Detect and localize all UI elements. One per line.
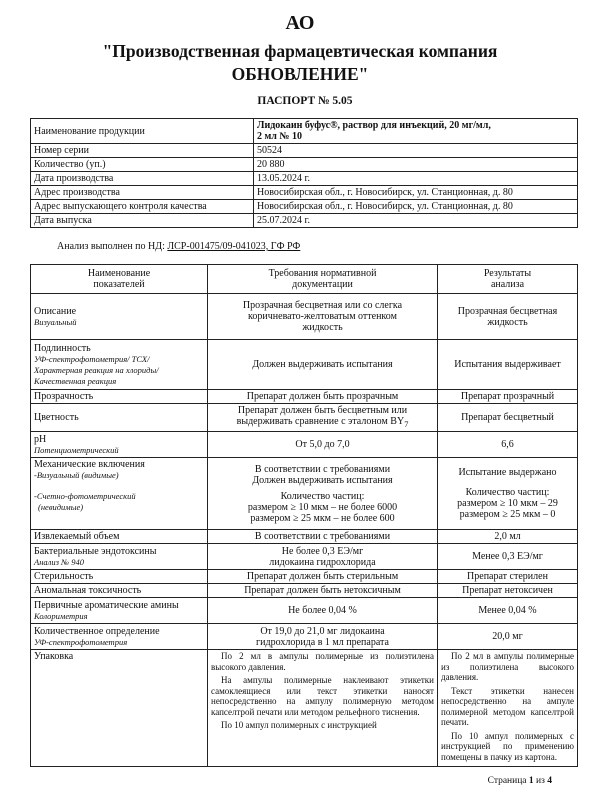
row-name (31, 544, 208, 570)
header-text: документации (292, 279, 353, 290)
res-line: размером ≥ 25 мкм – 0 (459, 509, 556, 520)
company-name-line2: ОБНОВЛЕНИЕ" (231, 64, 369, 84)
row-requirement (208, 404, 438, 432)
row-requirement (208, 624, 438, 650)
row-name (31, 432, 208, 458)
header-results (438, 265, 578, 294)
info-value: 50524 (254, 144, 578, 158)
info-label: Количество (уп.) (31, 158, 254, 172)
packing-text: По 2 мл в ампулы полимерные из полиэтилена высокого давления. (441, 651, 574, 682)
page-number (488, 776, 552, 786)
info-value: 25.07.2024 г. (254, 214, 578, 228)
req-line: размером ≥ 10 мкм – не более 6000 (247, 501, 398, 513)
row-name: Аномальная токсичность (31, 584, 208, 598)
info-label: Номер серии (31, 144, 254, 158)
row-requirement: Препарат должен быть стерильным (208, 570, 438, 584)
packing-text: На ампулы полимерные наклеивают этикетки самоклеящиеся или текст этикетки наносят непосредственно на ампулу полимерную методом капселтрой печати или методом рельефного тиснения. (211, 675, 434, 717)
company-name (0, 40, 600, 86)
row-name: Упаковка (31, 650, 208, 767)
row-requirement: В соответствии с требованиями (208, 530, 438, 544)
row-requirement (208, 650, 438, 767)
product-pack: 2 мл № 10 (257, 131, 302, 142)
info-row (31, 119, 578, 144)
info-row (31, 172, 578, 186)
indicator-method: Качественная реакция (34, 375, 117, 386)
table-row (31, 570, 578, 584)
info-row (31, 144, 578, 158)
row-requirement (208, 458, 438, 530)
req-line (211, 416, 434, 430)
passport-title: ПАСПОРТ № 5.05 (257, 95, 353, 107)
indicator-method: (невидимые) (38, 502, 84, 512)
req-line: гидрохлорида в 1 мл препарата (256, 636, 389, 648)
product-name: Лидокаин буфус®, раствор для инъекций, 20 мг/мл, (257, 120, 491, 131)
analysis-nd: ЛСР-001475/09-041023, ГФ РФ (167, 241, 301, 252)
req-line: Должен выдерживать испытания (252, 474, 393, 486)
row-name (31, 340, 208, 390)
row-name (31, 598, 208, 624)
row-result: Менее 0,3 ЕЭ/мг (438, 544, 578, 570)
table-row (31, 650, 578, 767)
req-line: размером ≥ 25 мкм – не более 600 (250, 512, 395, 524)
row-result: 6,6 (438, 432, 578, 458)
row-result: Прозрачная бесцветная жидкость (438, 294, 578, 340)
row-name: Извлекаемый объем (31, 530, 208, 544)
table-row (31, 340, 578, 390)
req-line: Препарат должен быть бесцветным или (237, 405, 408, 416)
row-name: Стерильность (31, 570, 208, 584)
table-row (31, 598, 578, 624)
page-total: 4 (547, 776, 552, 786)
table-header (31, 265, 578, 294)
res-line: Испытание выдержано (458, 467, 557, 478)
table-row (31, 432, 578, 458)
indicator-method: -Визуальный (видимые) (34, 470, 119, 480)
packing-text: По 2 мл в ампулы полимерные из полиэтилена высокого давления. (211, 651, 434, 672)
indicator-name: Первичные ароматические амины (34, 599, 179, 611)
header-text: Наименование (87, 268, 151, 279)
indicator-name: pH (34, 433, 47, 445)
row-name (31, 294, 208, 340)
indicator-method: Колориметрия (34, 610, 88, 621)
row-requirement: От 5,0 до 7,0 (208, 432, 438, 458)
indicator-method: -Счетно-фотометрический (34, 491, 136, 501)
info-value: 13.05.2024 г. (254, 172, 578, 186)
req-line: жидкость (302, 322, 343, 333)
header-text: Требования нормативной (268, 268, 377, 279)
info-label: Адрес выпускающего контроля качества (31, 200, 254, 214)
info-row (31, 214, 578, 228)
row-result: Препарат стерилен (438, 570, 578, 584)
res-line: Количество частиц: (465, 487, 550, 498)
analysis-prefix: Анализ выполнен по НД: (57, 241, 168, 252)
info-label: Дата выпуска (31, 214, 254, 228)
req-line: От 19,0 до 21,0 мг лидокаина (260, 625, 385, 637)
analysis-table (30, 264, 578, 767)
indicator-name: Описание (34, 305, 77, 317)
table-row (31, 390, 578, 404)
header-text: показателей (93, 279, 145, 290)
indicator-name: Количественное определение (34, 625, 160, 637)
indicator-name: Подлинность (34, 342, 91, 354)
indicator-method: УФ-спектрофотометрия/ ТСХ/ (34, 353, 150, 364)
packing-text: По 10 ампул полимерных с инструкцией по применению помещены в пачку из картона. (441, 730, 574, 762)
res-line: размером ≥ 10 мкм – 29 (457, 498, 558, 509)
row-result: Препарат бесцветный (438, 404, 578, 432)
row-result: 2,0 мл (438, 530, 578, 544)
product-info-table (30, 118, 578, 228)
row-requirement: Должен выдерживать испытания (208, 340, 438, 390)
row-result: Препарат прозрачный (438, 390, 578, 404)
row-requirement: Препарат должен быть нетоксичным (208, 584, 438, 598)
row-result: 20,0 мг (438, 624, 578, 650)
info-row (31, 186, 578, 200)
header-text: анализа (490, 279, 525, 290)
row-name: Прозрачность (31, 390, 208, 404)
table-row (31, 458, 578, 530)
indicator-name: Бактериальные эндотоксины (34, 545, 157, 557)
req-line: В соответствии с требованиями (254, 463, 391, 475)
row-result (438, 458, 578, 530)
row-requirement (208, 544, 438, 570)
company-form: АО (285, 12, 315, 34)
table-row (31, 584, 578, 598)
indicator-method: Потенциометрический (34, 444, 119, 455)
info-label: Наименование продукции (31, 119, 254, 144)
indicator-method: Визуальный (34, 316, 77, 327)
row-result: Испытания выдерживает (438, 340, 578, 390)
req-text: выдерживать сравнение с эталоном BY (236, 416, 405, 427)
indicator-method: Анализ № 940 (34, 556, 84, 567)
table-row (31, 624, 578, 650)
req-line: Прозрачная бесцветная или со слегка (242, 300, 403, 311)
req-line: лидокаина гидрохлорида (269, 556, 376, 568)
info-value: 20 880 (254, 158, 578, 172)
header-requirements (208, 265, 438, 294)
req-line: Количество частиц: (280, 490, 365, 502)
table-row (31, 294, 578, 340)
req-line: коричневато-желтоватым оттенком (248, 311, 397, 322)
table-row (31, 530, 578, 544)
row-requirement (208, 294, 438, 340)
info-row (31, 200, 578, 214)
req-subscript: 7 (404, 420, 409, 429)
page-mid: из (533, 776, 548, 786)
info-label: Адрес производства (31, 186, 254, 200)
row-result (438, 650, 578, 767)
page-current: 1 (528, 776, 534, 786)
packing-text: По 10 ампул полимерных с инструкцией (221, 720, 377, 730)
row-requirement: Препарат должен быть прозрачным (208, 390, 438, 404)
header-text: Результаты (483, 268, 532, 279)
page-prefix: Страница (487, 776, 529, 786)
row-requirement: Не более 0,04 % (208, 598, 438, 624)
company-name-line1: "Производственная фармацевтическая компания (102, 41, 498, 61)
row-result: Менее 0,04 % (438, 598, 578, 624)
indicator-method: УФ-спектрофотометрия (34, 636, 128, 647)
table-row (31, 544, 578, 570)
info-row (31, 158, 578, 172)
row-name: Цветность (31, 404, 208, 432)
table-row (31, 404, 578, 432)
row-name (31, 458, 208, 530)
indicator-name: Механические включения (34, 459, 145, 470)
info-value (254, 119, 578, 144)
info-value: Новосибирская обл., г. Новосибирск, ул. Станционная, д. 80 (254, 200, 578, 214)
info-label: Дата производства (31, 172, 254, 186)
row-result: Препарат нетоксичен (438, 584, 578, 598)
header-indicator (31, 265, 208, 294)
row-name (31, 624, 208, 650)
indicator-method: Характерная реакция на хлориды/ (34, 364, 159, 375)
info-value: Новосибирская обл., г. Новосибирск, ул. Станционная, д. 80 (254, 186, 578, 200)
analysis-basis (57, 241, 300, 252)
req-line: Не более 0,3 ЕЭ/мг (281, 545, 364, 557)
packing-text: Текст этикетки нанесен непосредственно на ампуле полимерной методом капселтрой печати. (441, 685, 574, 727)
